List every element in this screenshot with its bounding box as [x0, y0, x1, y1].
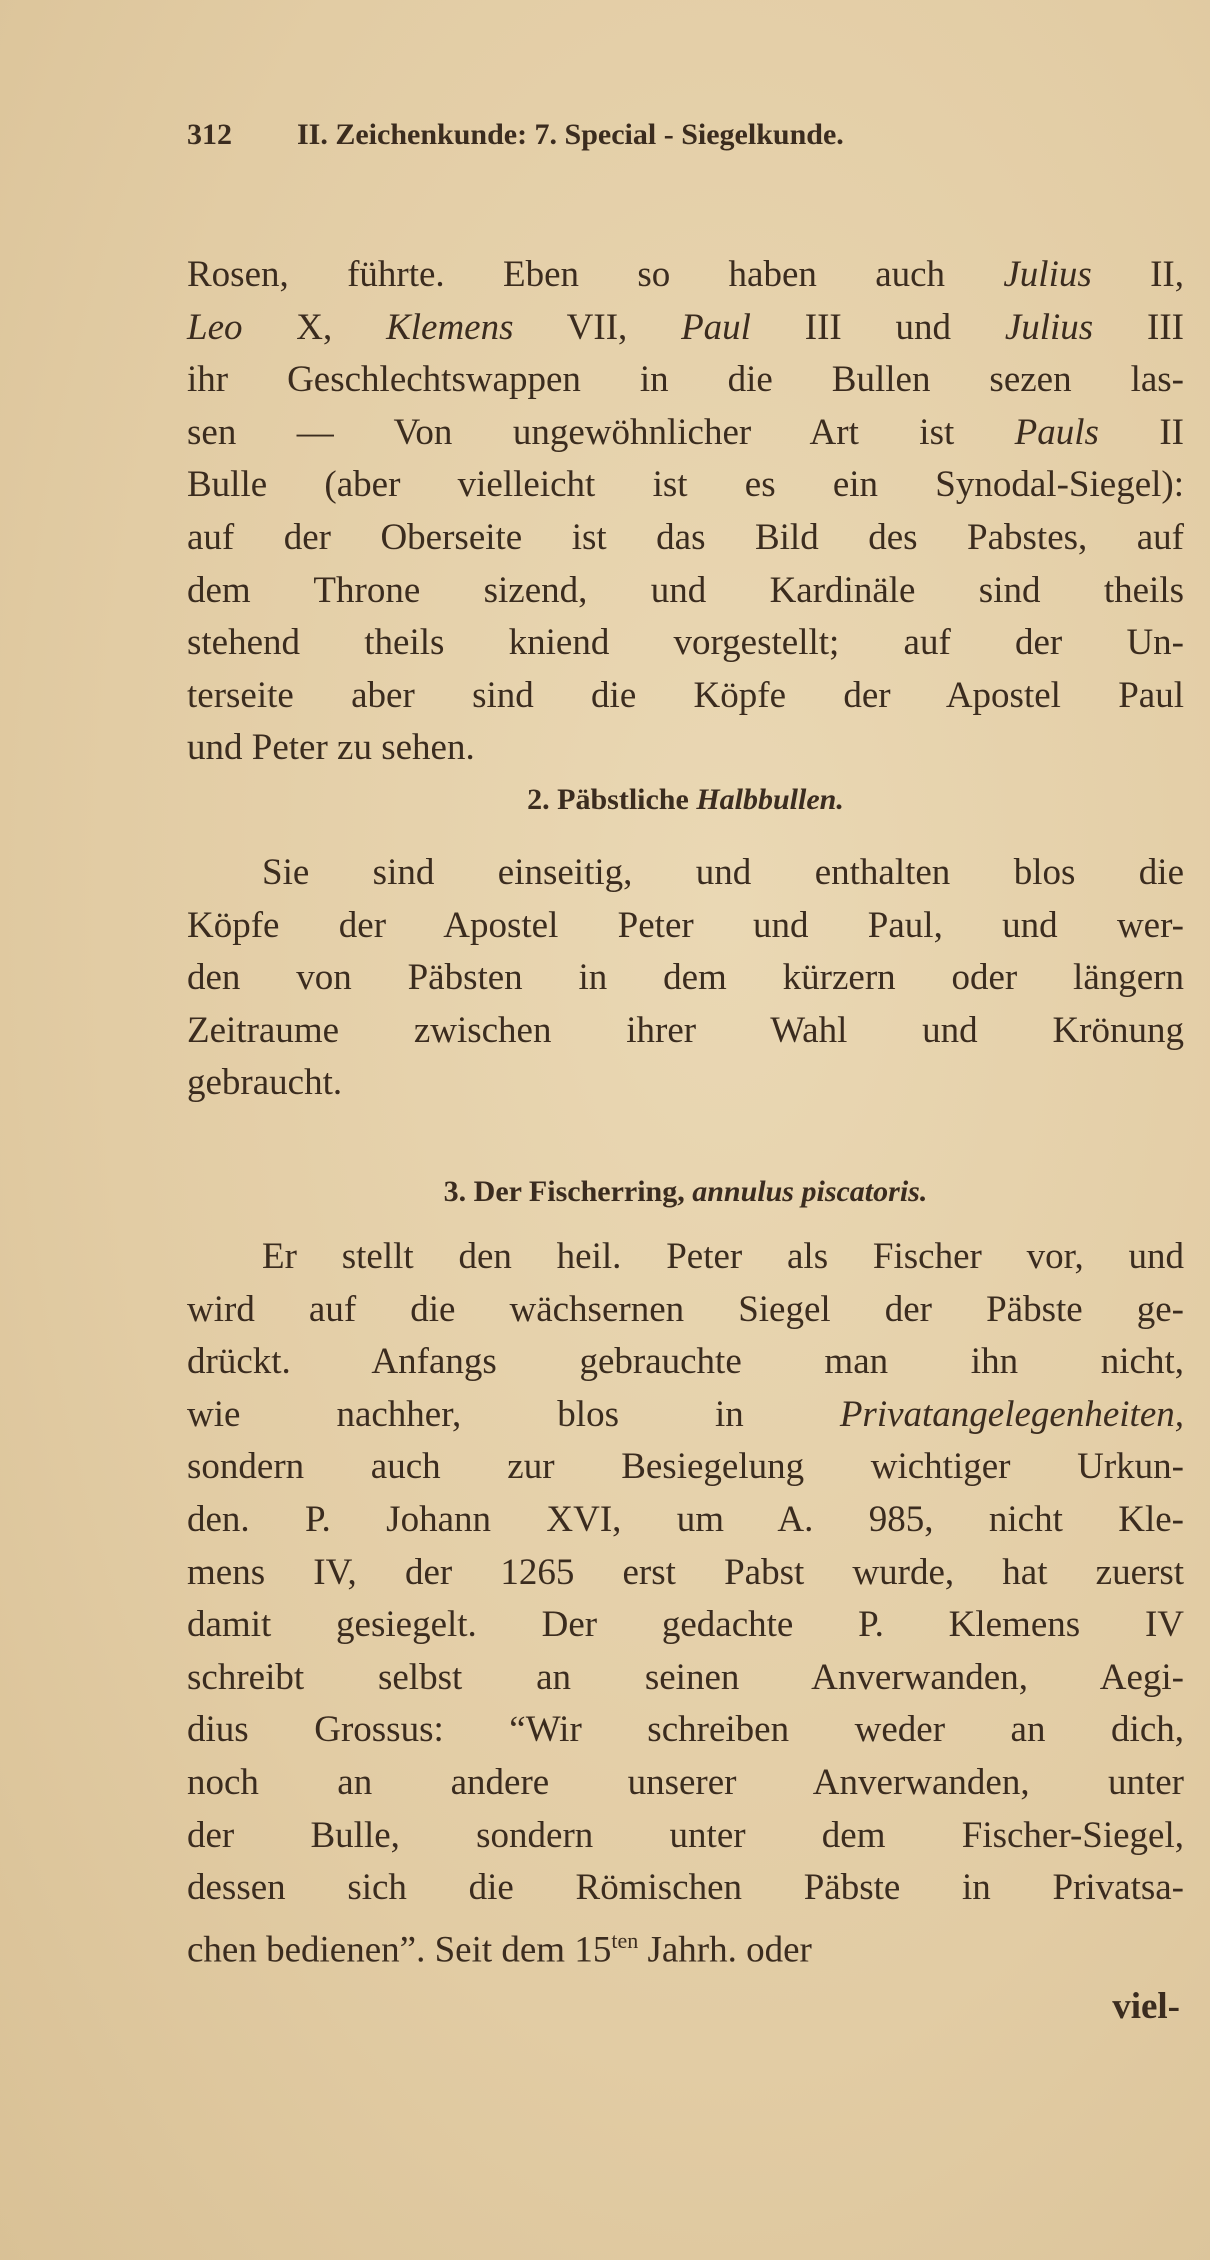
section-title: Der Fischerring,: [473, 1175, 685, 1208]
italic-text: Julius: [1003, 254, 1092, 295]
italic-text: Paul: [681, 306, 751, 348]
text-run: ten: [611, 1927, 639, 1953]
text-run: X,: [242, 306, 387, 348]
italic-text: Leo: [187, 306, 243, 348]
text-run: den. P. Johann XVI, um A. 985, nicht Kle-: [187, 1499, 1184, 1540]
text-run: Bulle (aber vielleicht ist es ein Synodal-Siegel):: [187, 464, 1184, 506]
section-number: 2.: [527, 783, 550, 816]
text-run: gebraucht.: [187, 1062, 343, 1104]
text-line: [187, 1058, 1184, 1108]
text-line: [187, 723, 1184, 773]
running-header: [187, 118, 1177, 152]
text-line: [187, 1495, 1184, 1545]
text-line: [187, 566, 1184, 616]
text-line: [187, 1548, 1184, 1598]
text-line: [187, 1811, 1184, 1861]
text-line: [187, 460, 1184, 510]
text-run: ihr Geschlechtswappen in die Bullen sezen las-: [187, 359, 1184, 401]
text-run: Köpfe der Apostel Peter und Paul, und wer-: [187, 904, 1184, 946]
catchword: viel-: [1112, 1986, 1180, 2027]
page-number: 312: [187, 118, 232, 151]
text-line: [187, 1863, 1184, 1913]
text-run: terseite aber sind die Köpfe der Apostel Paul: [187, 674, 1184, 716]
text-run: dessen sich die Römischen Päbste in Privatsa-: [187, 1867, 1184, 1909]
text-line: [187, 513, 1184, 563]
section-number: 3.: [443, 1175, 467, 1208]
text-run: Rosen, führte. Eben so haben auch: [187, 254, 1004, 295]
text-run: stehend theils kniend vorgestellt; auf der Un-: [187, 622, 1184, 664]
italic-text: Privatangelegenheiten,: [839, 1393, 1184, 1435]
text-run: dem Throne sizend, und Kardinäle sind theils: [187, 569, 1184, 611]
text-line: [187, 408, 1184, 458]
text-run: dius Grossus: “Wir schreiben weder an dich,: [187, 1709, 1184, 1751]
text-line: [187, 1758, 1184, 1808]
text-run: Er stellt den heil. Peter als Fischer vor, und: [262, 1236, 1184, 1277]
text-line: [187, 1705, 1184, 1755]
text-run: den von Päbsten in dem kürzern oder längern: [187, 957, 1184, 999]
text-run: III und: [750, 306, 1005, 348]
section-heading-3: [187, 1170, 1184, 1214]
text-run: der Bulle, sondern unter dem Fischer-Siegel,: [187, 1814, 1184, 1856]
text-line: [187, 618, 1184, 668]
text-run: Jahrh. oder: [638, 1929, 812, 1971]
text-run: wie nachher, blos in: [187, 1393, 840, 1435]
text-run: schreibt selbst an seinen Anverwanden, Aegi-: [187, 1656, 1184, 1698]
text-line: [187, 1916, 1184, 1971]
text-line: [187, 1600, 1184, 1650]
text-run: damit gesiegelt. Der gedachte P. Klemens IV: [187, 1604, 1184, 1646]
section-title: Päbstliche: [557, 783, 689, 816]
text-line: [187, 848, 1184, 898]
section-title-italic: Halbbullen.: [696, 783, 844, 816]
text-line: [187, 901, 1184, 951]
text-line: [187, 303, 1184, 353]
text-run: und Peter zu sehen.: [187, 727, 475, 769]
text-line: [187, 953, 1184, 1003]
section-title-italic: annulus piscatoris.: [692, 1175, 928, 1208]
text-run: wird auf die wächsernen Siegel der Päbste ge-: [187, 1288, 1184, 1330]
text-run: sen — Von ungewöhnlicher Art ist: [187, 411, 1015, 453]
text-line: [187, 671, 1184, 721]
text-line: [187, 1442, 1184, 1492]
text-run: sondern auch zur Besiegelung wichtiger Urkun-: [187, 1446, 1184, 1488]
text-run: II: [1098, 411, 1184, 453]
text-run: II,: [1091, 254, 1184, 295]
text-line: [187, 1232, 1184, 1282]
text-run: auf der Oberseite ist das Bild des Pabstes, auf: [187, 517, 1184, 558]
italic-text: Julius: [1004, 306, 1094, 348]
text-line: [187, 355, 1184, 405]
text-line: [187, 1285, 1184, 1335]
text-line: [187, 250, 1184, 300]
text-run: chen bedienen”. Seit dem 15: [187, 1929, 612, 1971]
text-run: III: [1093, 306, 1184, 348]
text-run: drückt. Anfangs gebrauchte man ihn nicht,: [187, 1341, 1184, 1383]
text-run: Zeitraume zwischen ihrer Wahl und Krönung: [187, 1009, 1184, 1051]
text-line: [187, 1337, 1184, 1387]
text-run: noch an andere unserer Anverwanden, unter: [187, 1762, 1184, 1803]
text-run: VII,: [513, 306, 682, 348]
italic-text: Pauls: [1014, 411, 1099, 453]
italic-text: Klemens: [386, 306, 514, 348]
text-line: [187, 1390, 1184, 1440]
text-line: [187, 1653, 1184, 1703]
running-title: II. Zeichenkunde: 7. Special - Siegelkunde.: [297, 118, 844, 151]
text-line: [187, 1006, 1184, 1056]
section-heading-2: [187, 778, 1184, 822]
text-run: mens IV, der 1265 erst Pabst wurde, hat zuerst: [187, 1551, 1184, 1593]
text-run: Sie sind einseitig, und enthalten blos die: [262, 852, 1184, 893]
